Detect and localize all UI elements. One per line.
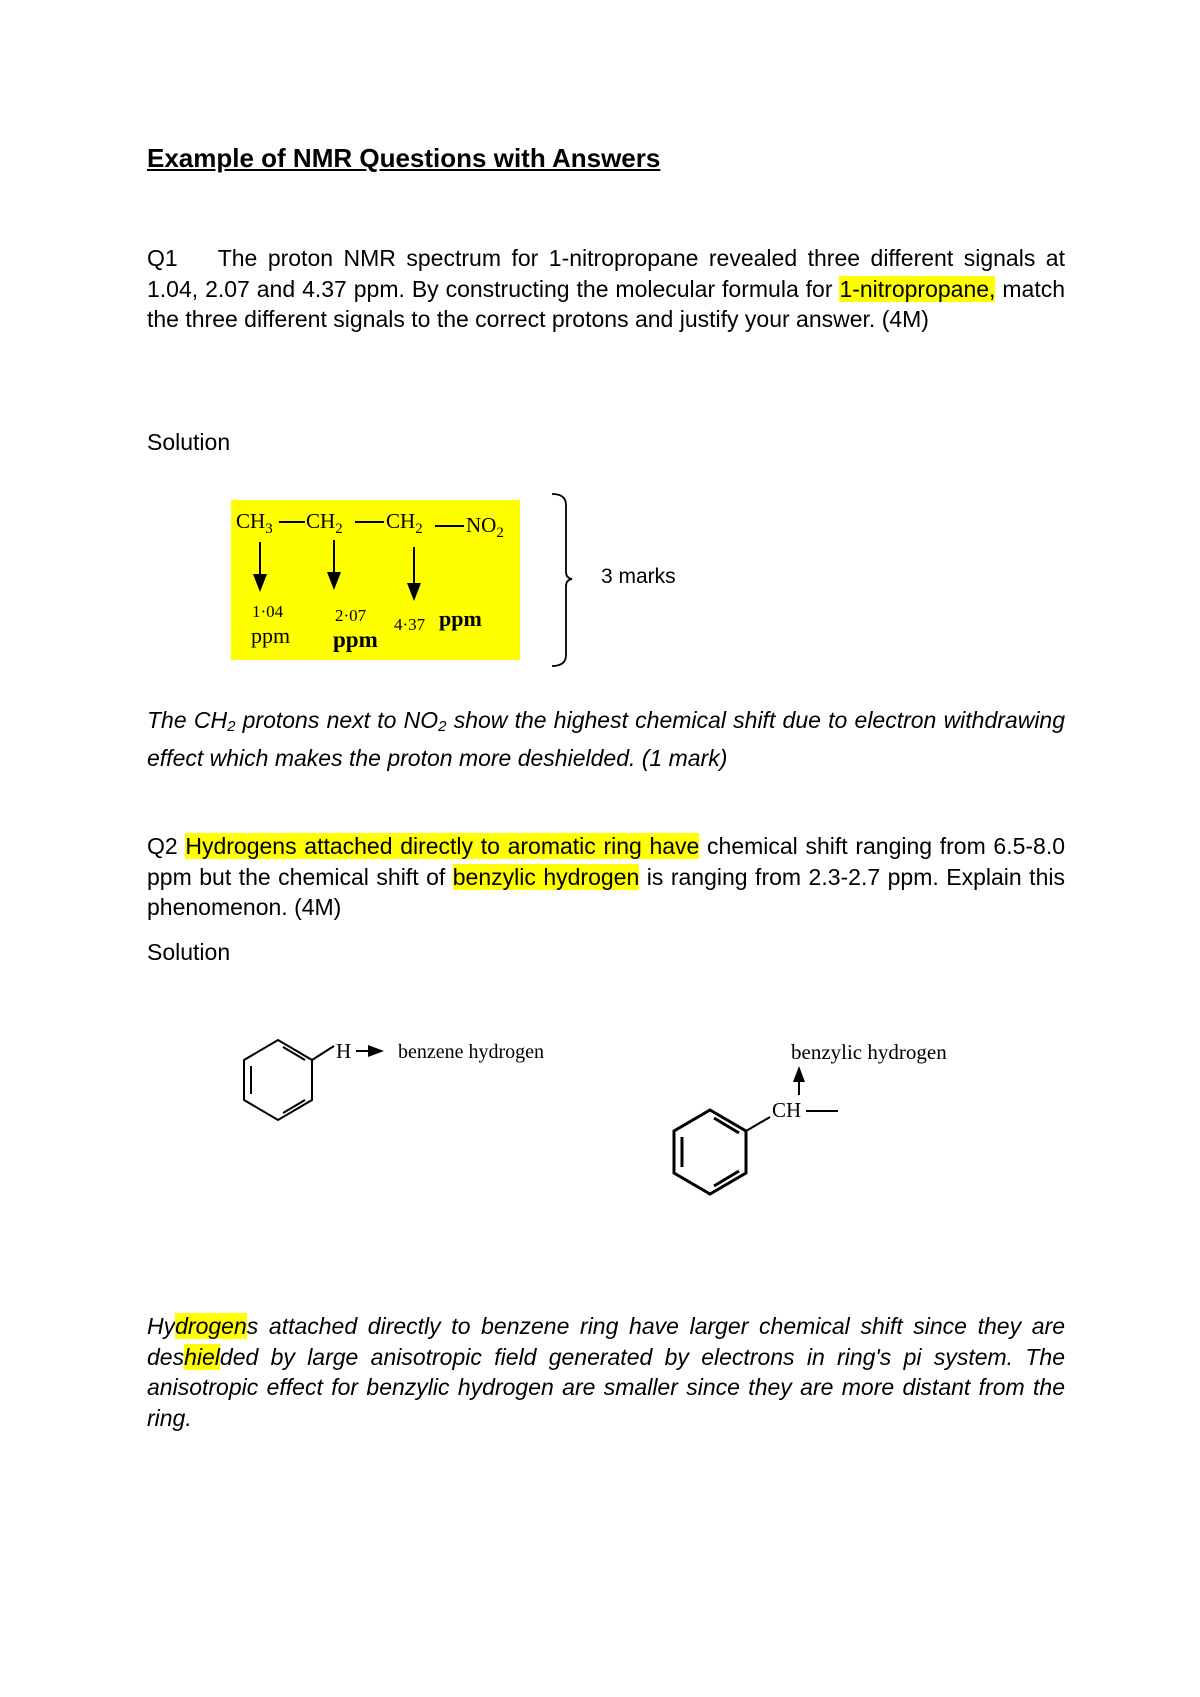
marks-label: 3 marks [601,565,676,588]
benzene-hydrogen-label: benzene hydrogen [398,1041,545,1063]
shift2-unit: ppm [333,627,378,652]
benzylic-hydrogen-label: benzylic hydrogen [791,1040,947,1064]
q1-explanation: The $CH_2$ protons next to $NO_2$ show the highest chemical shift due to electron withdrawing effect which makes the proton more deshielded. (1 mark) [147,707,1066,771]
q1-label: Q1 [147,245,178,271]
shift3-value: 4·37 [394,615,426,634]
page-title: Example of NMR Questions with Answers [147,143,661,173]
ch2b-label: $CH_2$ [386,509,423,537]
arrow-up-head [793,1066,805,1082]
q2-solution-label: Solution [147,939,231,965]
q1-highlight: 1-nitropropane, [839,275,996,302]
q2-answer: Hydrogens attached directly to benzene ring have larger chemical shift since they are deshielded by large anisotropic field generated by electrons in ring's pi system. The anisotropic effect for benzylic hydrogen are smaller since they are more distant from the ring. [147,1313,1065,1431]
shift1-value: 1·04 [252,602,284,621]
brace-icon [552,494,572,666]
arrow-head-2 [327,572,341,590]
q2-highlight-2: benzylic hydrogen [452,863,640,890]
q2-question: Q2 Hydrogens attached directly to aromatic ring have chemical shift ranging from 6.5-8.0 ppm but the chemical shift of benzylic hydrogen is ranging from 2.3-2.7 ppm. Explain this phenomenon. (4M) [147,833,1066,920]
arrow-head-3 [407,583,421,601]
h-atom-label: H [336,1039,352,1063]
arrow-head-1 [253,574,267,592]
q1-solution-label: Solution [147,429,231,455]
ch-label: CH [772,1098,802,1122]
q1-text-b: match the three different signals to the correct protons and justify your answer. (4M) [147,275,1065,332]
shift2-value: 2·07 [335,606,367,625]
no2-label: $NO_2$ [466,513,504,541]
ch2a-label: $CH_2$ [306,509,343,537]
q1-text-a: The proton NMR spectrum for 1-nitropropane revealed three different signals at 1.04, 2.07 and 4.37 ppm. By constructing the molecular formula for [147,245,1065,302]
benzene-ring-icon [244,1040,334,1120]
shift1-unit: ppm [251,623,291,648]
shift3-unit: ppm [439,606,482,631]
q2-highlight-1: Hydrogens attached directly to aromatic ring have [185,833,700,859]
arrow-right-head [368,1045,384,1057]
q2-label: Q2 [147,833,178,859]
benzyl-ring-icon [674,1110,770,1194]
ch3-label: $CH_3$ [236,509,273,537]
